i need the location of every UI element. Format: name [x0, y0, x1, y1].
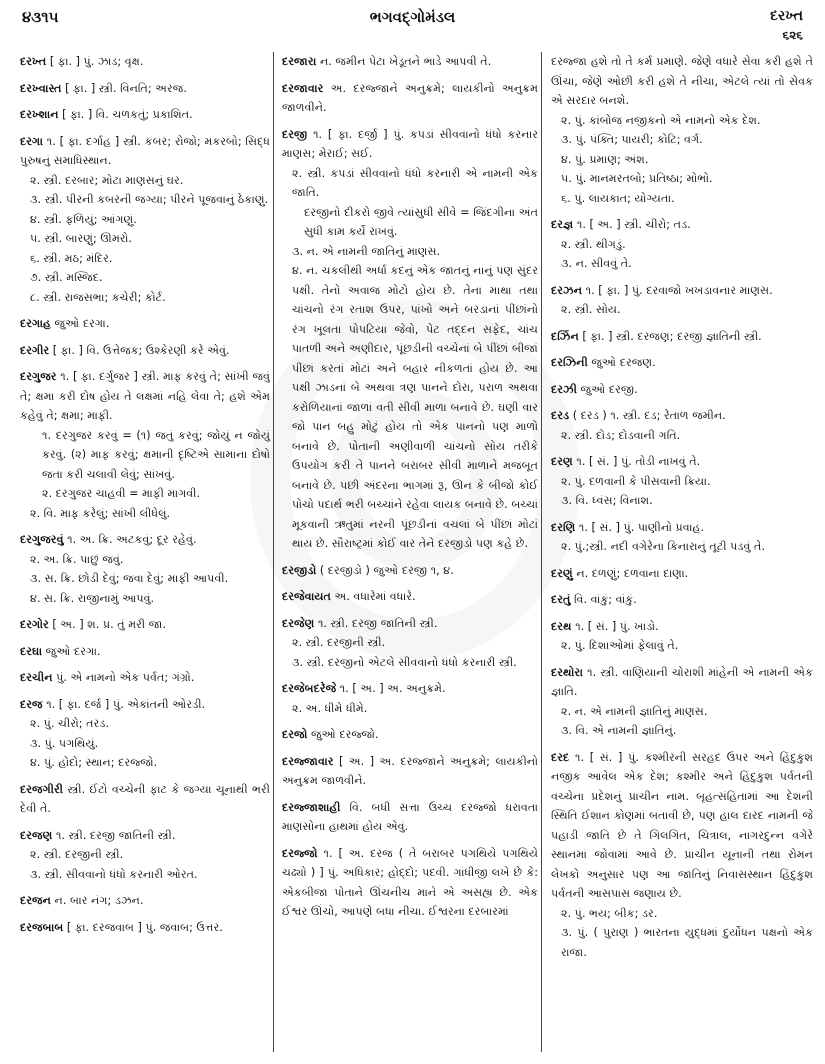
entry-definition: દરજ્જા હશે તો તે કર્મ પ્રમાણે. જેણે વધારે સેવા કરી હશે તે ઊંચા, જેણે ઓછી કરી હશે તે નીચા, એટલે ત્યાં તો સેવક એ સરદાર બનશે. — [551, 55, 813, 107]
entry-sense: ૩. પું. પંક્તિ; પાયરી; કોટિ; વર્ગ. — [561, 133, 703, 146]
entry-headword: દરણ — [551, 455, 573, 468]
column-left — [20, 52, 270, 1057]
column-divider — [541, 52, 542, 1052]
entry-headword: દરથ — [551, 619, 572, 633]
entry-sense: ૨. વિ. માફ કરેલું; સાંખી લીધેલું. — [30, 506, 171, 520]
entry-definition: ૧. [ અ. ] સ્ત્રી. ચીરો; તડ. — [576, 218, 691, 231]
entry-sense: ૨. પું.;સ્ત્રી. નદી વગેરેના કિનારાનું તૂટી પડવું તે. — [561, 540, 765, 553]
entry-headword: દરજ — [20, 697, 43, 711]
entry-definition: ૧. [ અ. ] અ. અનુક્રમે. — [339, 682, 446, 695]
dictionary-entry — [282, 752, 538, 791]
dictionary-entry — [20, 826, 270, 885]
entry-sense: ૫. સ્ત્રી. બારણું; ઊમરો. — [30, 232, 132, 245]
dictionary-entry — [20, 314, 270, 334]
entry-headword: દરખ્શાન — [20, 108, 59, 121]
page-header — [0, 0, 825, 48]
entry-headword: દરઝિની — [551, 356, 588, 369]
entry-headword: દરગોર — [20, 618, 49, 631]
dictionary-entry — [282, 725, 538, 745]
dictionary-entry — [20, 642, 270, 662]
entry-definition: જુઓ દરગા. — [54, 317, 110, 330]
entry-definition: ૧. [ ફા. દર્જ ] પું. એકાંતની ઓરડી. — [46, 697, 206, 711]
entry-definition: અ. દરજ્જાને અનુક્રમે; લાયકીનો અનુક્રમ જાળવીને. — [282, 81, 538, 114]
entry-sense: ૩. ન. એ નામની જાતિનું માણસ. — [292, 244, 441, 258]
entry-headword: દરજન — [20, 894, 51, 907]
entry-sense: ૩. ન. સીવવું તે. — [561, 257, 632, 270]
dictionary-entry — [20, 695, 270, 773]
entry-sense: ૨. સ્ત્રી. દરબાર; મોટા માણસનું ઘર. — [30, 173, 184, 187]
entry-definition: ન. દળણું; દળવાના દાણા. — [576, 566, 689, 580]
entry-sense: ૩. વિ. ધ્વંસ; વિનાશ. — [561, 494, 653, 507]
entry-headword: દરગીર — [20, 343, 50, 357]
entry-sense: ૨. સ્ત્રી. કપડાં સીવવાનો ધંધો કરનારી એ નામની એક જાતિ. — [292, 166, 538, 199]
entry-headword: દરજણ — [20, 828, 53, 842]
entry-sense: ૬. પું. લાયકાત; યોગ્યતા. — [561, 191, 675, 205]
entry-sense: ૩. સ્ત્રી. સીવવાનો ધંધો કરનારી ઓરત. — [30, 867, 198, 881]
column-divider — [273, 52, 274, 1052]
column-right — [551, 52, 813, 1057]
entry-definition: જુઓ દરજણ. — [591, 356, 656, 369]
entry-headword: દરદ — [551, 750, 570, 764]
entry-definition: જુઓ દરજી. — [580, 382, 638, 396]
dictionary-entry — [282, 79, 538, 118]
entry-definition: ૧. [ ફા. ] પું. દરવાજો ખખડાવનાર માણસ. — [585, 283, 773, 297]
dictionary-entry — [551, 748, 813, 963]
dictionary-entry — [551, 617, 813, 656]
entry-headword: દરગા — [20, 134, 43, 148]
dictionary-entry — [282, 844, 538, 922]
entry-headword: દરજ્ઞ — [551, 218, 574, 231]
entry-sense: ૩. સ્ત્રી. પીરની કબરની જગ્યા; પીરને પૂજવાનું ઠેકાણું. — [30, 193, 269, 206]
entry-definition: ૧. સ્ત્રી. વાણિયાની ચોરાશી માંહેની એ નામની એક જ્ઞાતિ. — [551, 665, 813, 698]
entry-headword: દરજીડો — [282, 563, 317, 577]
book-title: ભગવદ્ગોમંડલ — [369, 8, 456, 26]
dictionary-entry — [551, 452, 813, 511]
entry-headword: દરજ્જાવાર — [282, 754, 334, 768]
entry-headword: દરજેવાયત — [282, 590, 331, 603]
entry-definition: ન. બાર નંગ; ડઝન. — [54, 894, 144, 907]
entry-definition: ( દરજીડો ) જુઓ દરજી ૧, ૪. — [319, 563, 454, 577]
column-number: ૬૨૬ — [782, 28, 803, 42]
dictionary-entry — [282, 614, 538, 673]
entry-sense: ૨. સ્ત્રી. થીગડું. — [561, 237, 626, 251]
dictionary-entry — [551, 327, 813, 347]
dictionary-entry — [551, 281, 813, 320]
dictionary-entry — [551, 380, 813, 400]
entry-sense: ૧. દરગુજર કરવું = (૧) જતું કરવું; જોયું ન જોયું કરવું. (૨) માફ કરવું; ક્ષમાની દૃષ્ટિએ સામાના દોષો જતા કરી ચલાવી લેવું; સાંખવું. — [42, 428, 270, 481]
entry-headword: દરણિ — [551, 520, 576, 534]
entry-definition: જુઓ દરજ્જો. — [310, 728, 379, 741]
entry-definition: ૧. [ સં. ] પું. કશ્મીરની સરહદ ઉપર અને હિંદુકુશ નજીક આવેલ એક દેશ; કશ્મીર અને હિંદુકુશ પર્વતની વચ્ચેના પ્રદેશનું પ્રાચીન નામ. બૃહત્સંહિતામાં આ દેશની સ્થિતિ ઈશાન કોણમાં બતાવી છે, પણ હાલ દારદ નામની જે પહાડી જાતિ છે તે ગિલગિત, ચિત્રાલ, નાગરદુન્ન વગેરે સ્થાનમાં જોવામાં આવે છે. પ્રાચીન યૂનાની તથા રોમન લેખકો અનુસાર પણ આ જાતિનું નિવાસસ્થાન હિંદુકુશ પર્વતની આસપાસ જણાય છે. — [551, 750, 813, 900]
entry-sense: ૪. ન. ચકલીથી અર્ધા કદનું એક જાતનું નાનું પણ સુંદર પક્ષી. તેનો અવાજ મોટો હોય છે. તેના માથા તથા ચાંચનો રંગ રતાશ ઉપર, પાંખો અને બરડાનાં પીંછાંનો રંગ ખૂલતા પોપટિયા જેવો, પેટ તદ્દન સફેદ, ચાંચ પાતળી અને અણીદાર, પૂંછડીની વચ્ચેનાં બે પીંછાં બીજાં પીંછાં કરતાં મોટાં અને બહાર નીકળતાં હોય છે. આ પક્ષી ઝાડનાં બે અથવા ત્રણ પાનને દોરા, પરાળ અથવા કરોળિયાનાં જાળાં વતી સીવી માળા બનાવે છે. ઘણી વાર જો પાન બહુ મોટું હોય તો એક પાનનો પણ માળો બનાવે છે. પોતાની અણીવાળી ચાંચનો સોય તરીકે ઉપયોગ કરી તે પાનને બરાબર સીવી માળાને મજબૂત બનાવે છે. પછી અંદરના ભાગમાં રૂ, ઊન કે બીજો કોઈ પોચો પદાર્થ ભરી બચ્ચાંને રહેવા લાયક બનાવે છે. બચ્ચાં મૂકવાની ઋતુમાં નરની પૂંછડીનાં વચલાં બે પીંછાં મોટાં થાય છે. સૌરાષ્ટ્રમાં કોઈ વાર તેને દરજીડો પણ કહે છે. — [292, 264, 538, 550]
dictionary-entry — [551, 353, 813, 373]
entry-headword: દરણું — [551, 566, 573, 580]
entry-headword: દરજેબદરેજે — [282, 682, 337, 695]
dictionary-entry — [551, 590, 813, 610]
guide-word: દરખ્ત — [770, 8, 803, 24]
entry-definition: ૧. [ ફા. દર્જી ] પું. કપડાં સીવવાનો ધંધો કરનાર માણસ; મેરાઈ; સઈ. — [282, 127, 538, 160]
dictionary-entry — [282, 679, 538, 718]
entry-definition: [ ફા. ] વિ. ચળકતું; પ્રકાશિત. — [62, 108, 193, 121]
dictionary-entry — [551, 663, 813, 741]
entry-definition: વિ. વાંકું; વાંકું. — [574, 593, 637, 606]
dictionary-entry — [551, 215, 813, 274]
entry-sense: ૨. દરગુજર ચાહવી = માફી માગવી. — [42, 487, 201, 500]
entry-headword: દરજારા — [282, 55, 317, 68]
dictionary-entry — [20, 530, 270, 608]
dictionary-entry — [20, 615, 270, 635]
entry-sense: ૨. સ્ત્રી. સોય. — [561, 303, 621, 316]
entry-headword: દરજ્જો — [282, 846, 318, 860]
entry-sense: ૫. પું. માનમરતબો; પ્રતિષ્ઠા; મોભો. — [561, 172, 713, 185]
entry-definition: [ અ. ] અ. દરજ્જાને અનુક્રમે; લાયકીનો અનુક્રમ જાળવીને. — [282, 754, 538, 787]
entry-definition: [ ફા. ] સ્ત્રી. વિનતિ; અરજ. — [65, 81, 187, 95]
entry-definition: ૧. [ સં. ] પું. પાણીનો પ્રવાહ. — [578, 520, 705, 534]
dictionary-columns — [0, 52, 825, 1057]
entry-headword: દરખ્વાસ્ત — [20, 81, 62, 95]
dictionary-entry — [20, 918, 270, 938]
entry-headword: દરખ્ત — [20, 55, 47, 68]
entry-definition: અ. વધારેમાં વધારે. — [334, 590, 416, 603]
entry-definition: [ ફા. દરજવાબ ] પું. જવાબ; ઉત્તર. — [66, 920, 223, 934]
dictionary-entry — [20, 105, 270, 125]
dictionary-entry — [282, 587, 538, 607]
entry-definition: [ ફા. ] સ્ત્રી. દરજણ; દરજી જ્ઞાતિની સ્ત્રી. — [582, 329, 762, 343]
entry-headword: દરજ્જાશાહી — [282, 800, 341, 814]
dictionary-entry — [20, 891, 270, 911]
entry-definition: [ અ. ] શ. પ્ર. તું મરી જા. — [52, 618, 167, 631]
dictionary-entry — [551, 52, 813, 208]
entry-definition: વિ. બધી સત્તા ઉચ્ચ દરજ્જો ધરાવતા માણસોના હાથમાં હોય એવું. — [282, 800, 538, 833]
entry-headword: દરઝન — [551, 283, 583, 297]
entry-definition: ૧. [ અ. દરજ ( તે બરાબર પગથિયે પગથિયે ચઢ્યો ) ] પું. અધિકાર; હોદ્દો; પદવી. ગાંધીજી લખે છે કે: એકબીજા પોતાને ઊંચનીચ માને એ અસહ્ય છે. એક ઈશ્વર ઊંચો, આપણે બધા નીચા. ઈશ્વરના દરબારમાં — [282, 846, 538, 918]
entry-definition: ૧. સ્ત્રી. દરજી જાતિની સ્ત્રી. — [317, 616, 438, 630]
entry-definition: જુઓ દરગા. — [45, 644, 101, 658]
dictionary-entry — [282, 798, 538, 837]
entry-sense: ૨. પું. ચીરો; તરડ. — [30, 717, 110, 730]
dictionary-entry — [20, 780, 270, 819]
entry-definition: ૧. [ ફા. દર્ગુજર ] સ્ત્રી. માફ કરવું તે; સાંખી જવું તે; ક્ષમા કરી દોષ હોય તે લક્ષમાં નહિ લેવા તે; હશે એમ કહેવું તે; ક્ષમા; માફી. — [20, 370, 270, 422]
entry-headword: દરડ — [551, 409, 570, 422]
entry-sense: ૨. અ. ક્રિ. પાછું જવું. — [30, 552, 124, 566]
dictionary-entry — [20, 79, 270, 99]
entry-definition: ૧. [ સં. ] પું. ખાડો. — [575, 619, 659, 633]
entry-headword: દરગુજરવું — [20, 533, 64, 546]
entry-sense: ૨. પું. દિશાઓમાં ફેલાવું તે. — [561, 639, 679, 652]
entry-headword: દરજી — [282, 127, 308, 141]
entry-headword: દરજો — [282, 728, 308, 741]
entry-sense: ૩. પું. પગથિયું. — [30, 736, 99, 750]
entry-sense: ૨. સ્ત્રી. દોડ; દોડવાની ગતિ. — [561, 428, 681, 442]
dictionary-entry — [282, 52, 538, 72]
entry-headword: દરજેણ — [282, 616, 315, 630]
entry-headword: દરતું — [551, 593, 571, 606]
entry-headword: દરજબાબ — [20, 920, 64, 934]
entry-definition: સ્ત્રી. ઈંટો વચ્ચેની ફાટ કે જગ્યા ચૂનાથી ભરી દેવી તે. — [20, 782, 270, 815]
entry-sense: ૩. સ. ક્રિ. છોડી દેવું; જવા દેવું; માફી આપવી. — [30, 572, 229, 585]
entry-headword: દરથોરા — [551, 665, 583, 679]
entry-sense: ૪. સ. ક્રિ. રાજીનામું આપવું. — [30, 591, 155, 605]
entry-sense: ૪. પું. પ્રમાણ; અંશ. — [561, 152, 649, 166]
entry-sense: ૨. સ્ત્રી. દરજીની સ્ત્રી. — [292, 636, 386, 649]
entry-definition: [ ફા. ] વિ. ઉત્તેજક; ઉશ્કેરણી કરે એવું. — [52, 343, 230, 357]
entry-headword: દરજગીરી — [20, 782, 63, 796]
dictionary-entry — [20, 52, 270, 72]
entry-sense: ૨. ન. એ નામની જ્ઞાતિનું માણસ. — [561, 704, 708, 718]
entry-sense: ૨. પું. કાંબોજ નજીકનો એ નામનો એક દેશ. — [561, 113, 761, 127]
page-number: ૪૩૧૫ — [22, 8, 59, 26]
dictionary-entry — [551, 564, 813, 584]
entry-sense: ૮. સ્ત્રી. રાજસભા; કચેરી; કોર્ટ. — [30, 290, 166, 304]
entry-headword: દરઝી — [551, 382, 577, 396]
entry-definition: ૧. સ્ત્રી. દરજી જાતિની સ્ત્રી. — [55, 828, 176, 842]
entry-definition: પું. એ નામનો એક પર્વત; ગંગ્રો. — [56, 671, 195, 684]
entry-sense: ૨. પું. ભય; બીક; ડર. — [561, 906, 658, 920]
entry-sense: ૩. સ્ત્રી. દરજીનો એટલે સીવવાનો ધંધો કરનારી સ્ત્રી. — [292, 655, 517, 669]
dictionary-entry — [551, 406, 813, 445]
entry-headword: દરચીન — [20, 671, 53, 684]
entry-headword: દરઘા — [20, 644, 43, 658]
dictionary-entry — [282, 561, 538, 581]
entry-sense: ૭. સ્ત્રી. મસ્જિદ. — [30, 271, 103, 284]
entry-sense: દરજીનો દીકરો જીવે ત્યાંસુધી સીવે = જિંદગીના અંત સુધી કામ કર્યે રાખવું. — [304, 205, 538, 238]
entry-sense: ૨. અ. ધીમે ધીમે. — [292, 701, 368, 715]
entry-definition: ( દરડ ) ૧. સ્ત્રી. દડ; રેતાળ જમીન. — [572, 409, 726, 422]
entry-definition: ૧. અ. ક્રિ. અટકવું; દૂર રહેવું. — [67, 533, 197, 546]
entry-headword: દરગાહ — [20, 317, 51, 330]
entry-definition: ન. જમીન પેટા ખેડૂતને ભાડે આપવી તે. — [319, 55, 492, 68]
entry-sense: ૨. પું. દળવાની કે પીસવાની ક્રિયા. — [561, 474, 711, 488]
entry-definition: [ ફા. ] પું. ઝાડ; વૃક્ષ. — [49, 55, 144, 68]
column-middle — [282, 52, 538, 1057]
dictionary-entry — [20, 367, 270, 523]
entry-sense: ૨. સ્ત્રી. દરજીની સ્ત્રી. — [30, 848, 124, 861]
entry-sense: ૬. સ્ત્રી. મઠ; મંદિર. — [30, 251, 113, 265]
entry-sense: ૪. પું. હોદો; સ્થાન; દરજ્જો. — [30, 756, 158, 769]
entry-sense: ૩. પું. ( પુરાણ ) ભારતના યુદ્ધમાં દુર્યોધન પક્ષનો એક રાજા. — [561, 926, 813, 959]
entry-headword: દર્ઝિન — [551, 329, 579, 343]
entry-sense: ૩. વિ. એ નામની જ્ઞાતિનું. — [561, 724, 677, 737]
dictionary-entry — [20, 341, 270, 361]
entry-headword: દરજાવાર — [282, 81, 324, 95]
entry-sense: ૪. સ્ત્રી. ફળિયું; આંગણું. — [30, 212, 137, 226]
dictionary-entry — [20, 132, 270, 308]
dictionary-entry — [551, 518, 813, 557]
entry-definition: ૧. [ ફા. દર્ગાહ ] સ્ત્રી. કબર; રોજો; મકરબો; સિદ્ધ પુરુષનું સમાધિસ્થાન. — [20, 134, 270, 167]
entry-definition: ૧. [ સં. ] પું. તોડી નાખવું તે. — [576, 455, 701, 468]
dictionary-entry — [282, 125, 538, 554]
dictionary-entry — [20, 668, 270, 688]
entry-headword: દરગુજર — [20, 370, 57, 383]
